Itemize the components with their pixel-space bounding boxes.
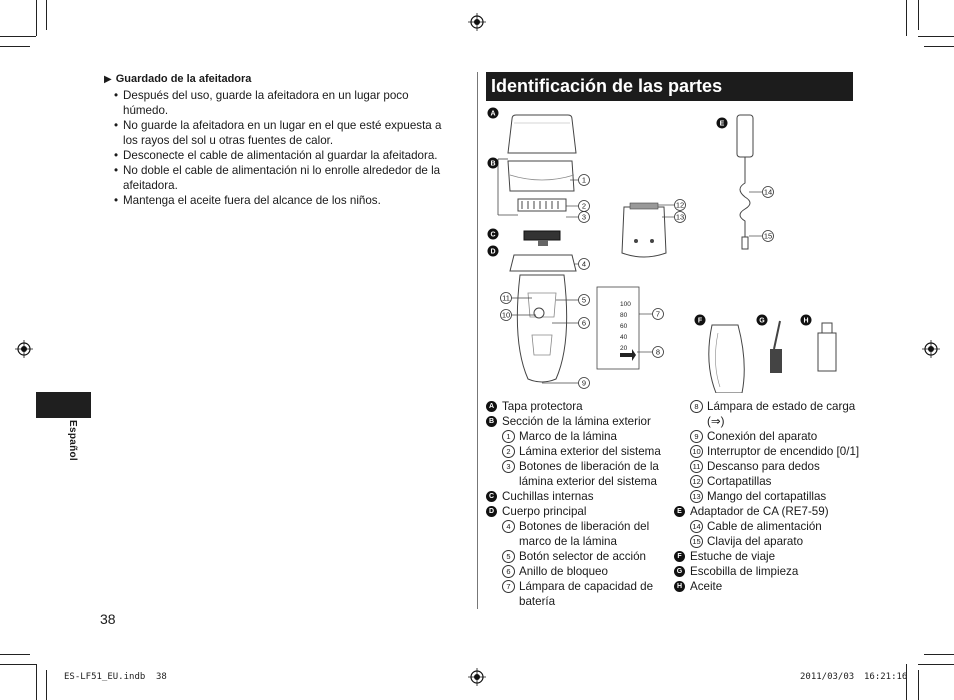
- trimmer-illustration: [622, 203, 666, 257]
- legend-item: 8 Lámpara de estado de carga (⇒): [674, 399, 864, 429]
- crop-mark: [0, 654, 30, 655]
- legend-item: 14 Cable de alimentación: [674, 519, 864, 534]
- column-divider: [477, 72, 478, 609]
- crop-mark: [918, 0, 919, 30]
- number-marker-11: 11: [502, 293, 510, 303]
- legend-item: 1 Marco de la lámina: [486, 429, 676, 444]
- parts-legend-left: [486, 399, 676, 609]
- battery-scale-label: 60: [620, 323, 628, 330]
- number-marker-9: 9: [581, 378, 587, 388]
- number-badge: 2: [502, 445, 515, 458]
- list-item: • No doble el cable de alimentación ni lo enrolle alrededor de la afeitadora.: [104, 163, 454, 193]
- number-badge: 1: [502, 430, 515, 443]
- legend-item: H Aceite: [674, 579, 864, 594]
- list-item: • Desconecte el cable de alimentación al guardar la afeitadora.: [104, 148, 454, 163]
- legend-item: 9 Conexión del aparato: [674, 429, 864, 444]
- crop-mark: [924, 654, 954, 655]
- legend-item: 12 Cortapatillas: [674, 474, 864, 489]
- section-title: Identificación de las partes: [486, 72, 853, 101]
- crop-mark: [906, 0, 907, 36]
- main-body-illustration: [510, 255, 576, 382]
- storage-bullet-list: [104, 88, 454, 208]
- number-marker-15: 15: [763, 231, 773, 241]
- marker-badge: A: [486, 401, 497, 412]
- marker-c: C: [490, 231, 496, 239]
- number-marker-8: 8: [655, 347, 661, 357]
- marker-badge: C: [486, 491, 497, 502]
- registration-mark-icon: [922, 340, 940, 358]
- cleaning-brush-illustration: [770, 321, 782, 373]
- travel-pouch-illustration: [709, 325, 744, 393]
- number-marker-2: 2: [581, 201, 587, 211]
- legend-item: 15 Clavija del aparato: [674, 534, 864, 549]
- number-marker-1: 1: [581, 175, 587, 185]
- legend-item: B Sección de la lámina exterior: [486, 414, 676, 429]
- number-badge: 5: [502, 550, 515, 563]
- legend-item: 7 Lámpara de capacidad de batería: [486, 579, 676, 609]
- legend-item: G Escobilla de limpieza: [674, 564, 864, 579]
- legend-item: 11 Descanso para dedos: [674, 459, 864, 474]
- language-tab: [36, 392, 91, 418]
- number-badge: 4: [502, 520, 515, 533]
- crop-mark: [924, 46, 954, 47]
- crop-mark: [918, 36, 954, 37]
- footer-date: 2011/03/03: [800, 672, 855, 682]
- protective-cap-illustration: [508, 115, 576, 153]
- marker-h: H: [803, 317, 809, 325]
- number-badge: 14: [690, 520, 703, 533]
- parts-diagram: [480, 103, 860, 393]
- page-number: 38: [100, 611, 116, 627]
- crop-mark: [46, 670, 47, 700]
- crop-mark: [46, 0, 47, 30]
- arrow-right-icon: ▶: [104, 74, 112, 85]
- crop-mark: [0, 46, 30, 47]
- number-badge: 10: [690, 445, 703, 458]
- number-marker-10: 10: [501, 310, 511, 320]
- inner-blades-illustration: [524, 231, 560, 246]
- parts-legend-right: [674, 399, 864, 594]
- number-marker-6: 6: [581, 318, 587, 328]
- ac-adaptor-illustration: [737, 115, 753, 249]
- battery-indicator-inset: [597, 287, 639, 369]
- legend-item: 13 Mango del cortapatillas: [674, 489, 864, 504]
- legend-item: 10 Interruptor de encendido [0/1]: [674, 444, 864, 459]
- marker-f: F: [697, 317, 703, 325]
- number-badge: 3: [502, 460, 515, 473]
- marker-badge: D: [486, 506, 497, 517]
- footer-filename: ES-LF51_EU.indb: [64, 672, 146, 682]
- marker-e: E: [719, 120, 725, 128]
- number-marker-4: 4: [581, 259, 587, 269]
- number-marker-3: 3: [581, 212, 587, 222]
- battery-scale-label: 40: [620, 334, 628, 341]
- oil-bottle-illustration: [818, 323, 836, 371]
- number-marker-13: 13: [675, 212, 685, 222]
- marker-d: D: [490, 248, 496, 256]
- marker-g: G: [759, 317, 765, 325]
- legend-item: D Cuerpo principal: [486, 504, 676, 519]
- list-item: • Mantenga el aceite fuera del alcance de los niños.: [104, 193, 454, 208]
- crop-mark: [36, 664, 37, 700]
- marker-badge: B: [486, 416, 497, 427]
- number-badge: 6: [502, 565, 515, 578]
- battery-scale-label: 20: [620, 345, 628, 352]
- battery-scale-label: 100: [620, 301, 631, 308]
- language-label: Español: [67, 420, 78, 461]
- crop-mark: [36, 0, 37, 36]
- number-badge: 13: [690, 490, 703, 503]
- crop-mark: [918, 670, 919, 700]
- footer-time: 16:21:16: [864, 672, 908, 682]
- marker-a: A: [490, 110, 496, 118]
- marker-badge: G: [674, 566, 685, 577]
- number-marker-7: 7: [655, 309, 661, 319]
- registration-mark-icon: [15, 340, 33, 358]
- crop-mark: [918, 664, 954, 665]
- marker-badge: F: [674, 551, 685, 562]
- number-badge: 8: [690, 400, 703, 413]
- legend-item: E Adaptador de CA (RE7-59): [674, 504, 864, 519]
- legend-item: 3 Botones de liberación de la lámina exterior del sistema: [486, 459, 676, 489]
- registration-mark-icon: [468, 13, 486, 31]
- number-marker-12: 12: [675, 200, 685, 210]
- marker-badge: H: [674, 581, 685, 592]
- battery-scale-label: 80: [620, 312, 628, 319]
- marker-b: B: [490, 160, 496, 168]
- crop-mark: [0, 664, 36, 665]
- storage-heading: ▶ Guardado de la afeitadora: [104, 73, 252, 85]
- legend-item: A Tapa protectora: [486, 399, 676, 414]
- number-badge: 12: [690, 475, 703, 488]
- number-badge: 9: [690, 430, 703, 443]
- legend-item: 2 Lámina exterior del sistema: [486, 444, 676, 459]
- foil-section-illustration: [498, 159, 574, 215]
- number-marker-5: 5: [581, 295, 587, 305]
- footer-page: 38: [156, 672, 167, 682]
- legend-item: F Estuche de viaje: [674, 549, 864, 564]
- legend-item: 4 Botones de liberación del marco de la lámina: [486, 519, 676, 549]
- registration-mark-icon: [468, 668, 486, 686]
- legend-item: 5 Botón selector de acción: [486, 549, 676, 564]
- list-item: • Después del uso, guarde la afeitadora en un lugar poco húmedo.: [104, 88, 454, 118]
- crop-mark: [906, 664, 907, 700]
- legend-item: C Cuchillas internas: [486, 489, 676, 504]
- number-badge: 15: [690, 535, 703, 548]
- number-marker-14: 14: [763, 187, 773, 197]
- marker-badge: E: [674, 506, 685, 517]
- list-item: • No guarde la afeitadora en un lugar en el que esté expuesta a los rayos del sol u otras fuentes de calor.: [104, 118, 454, 148]
- legend-item: 6 Anillo de bloqueo: [486, 564, 676, 579]
- number-badge: 11: [690, 460, 703, 473]
- storage-section: [104, 72, 454, 208]
- number-badge: 7: [502, 580, 515, 593]
- crop-mark: [0, 36, 36, 37]
